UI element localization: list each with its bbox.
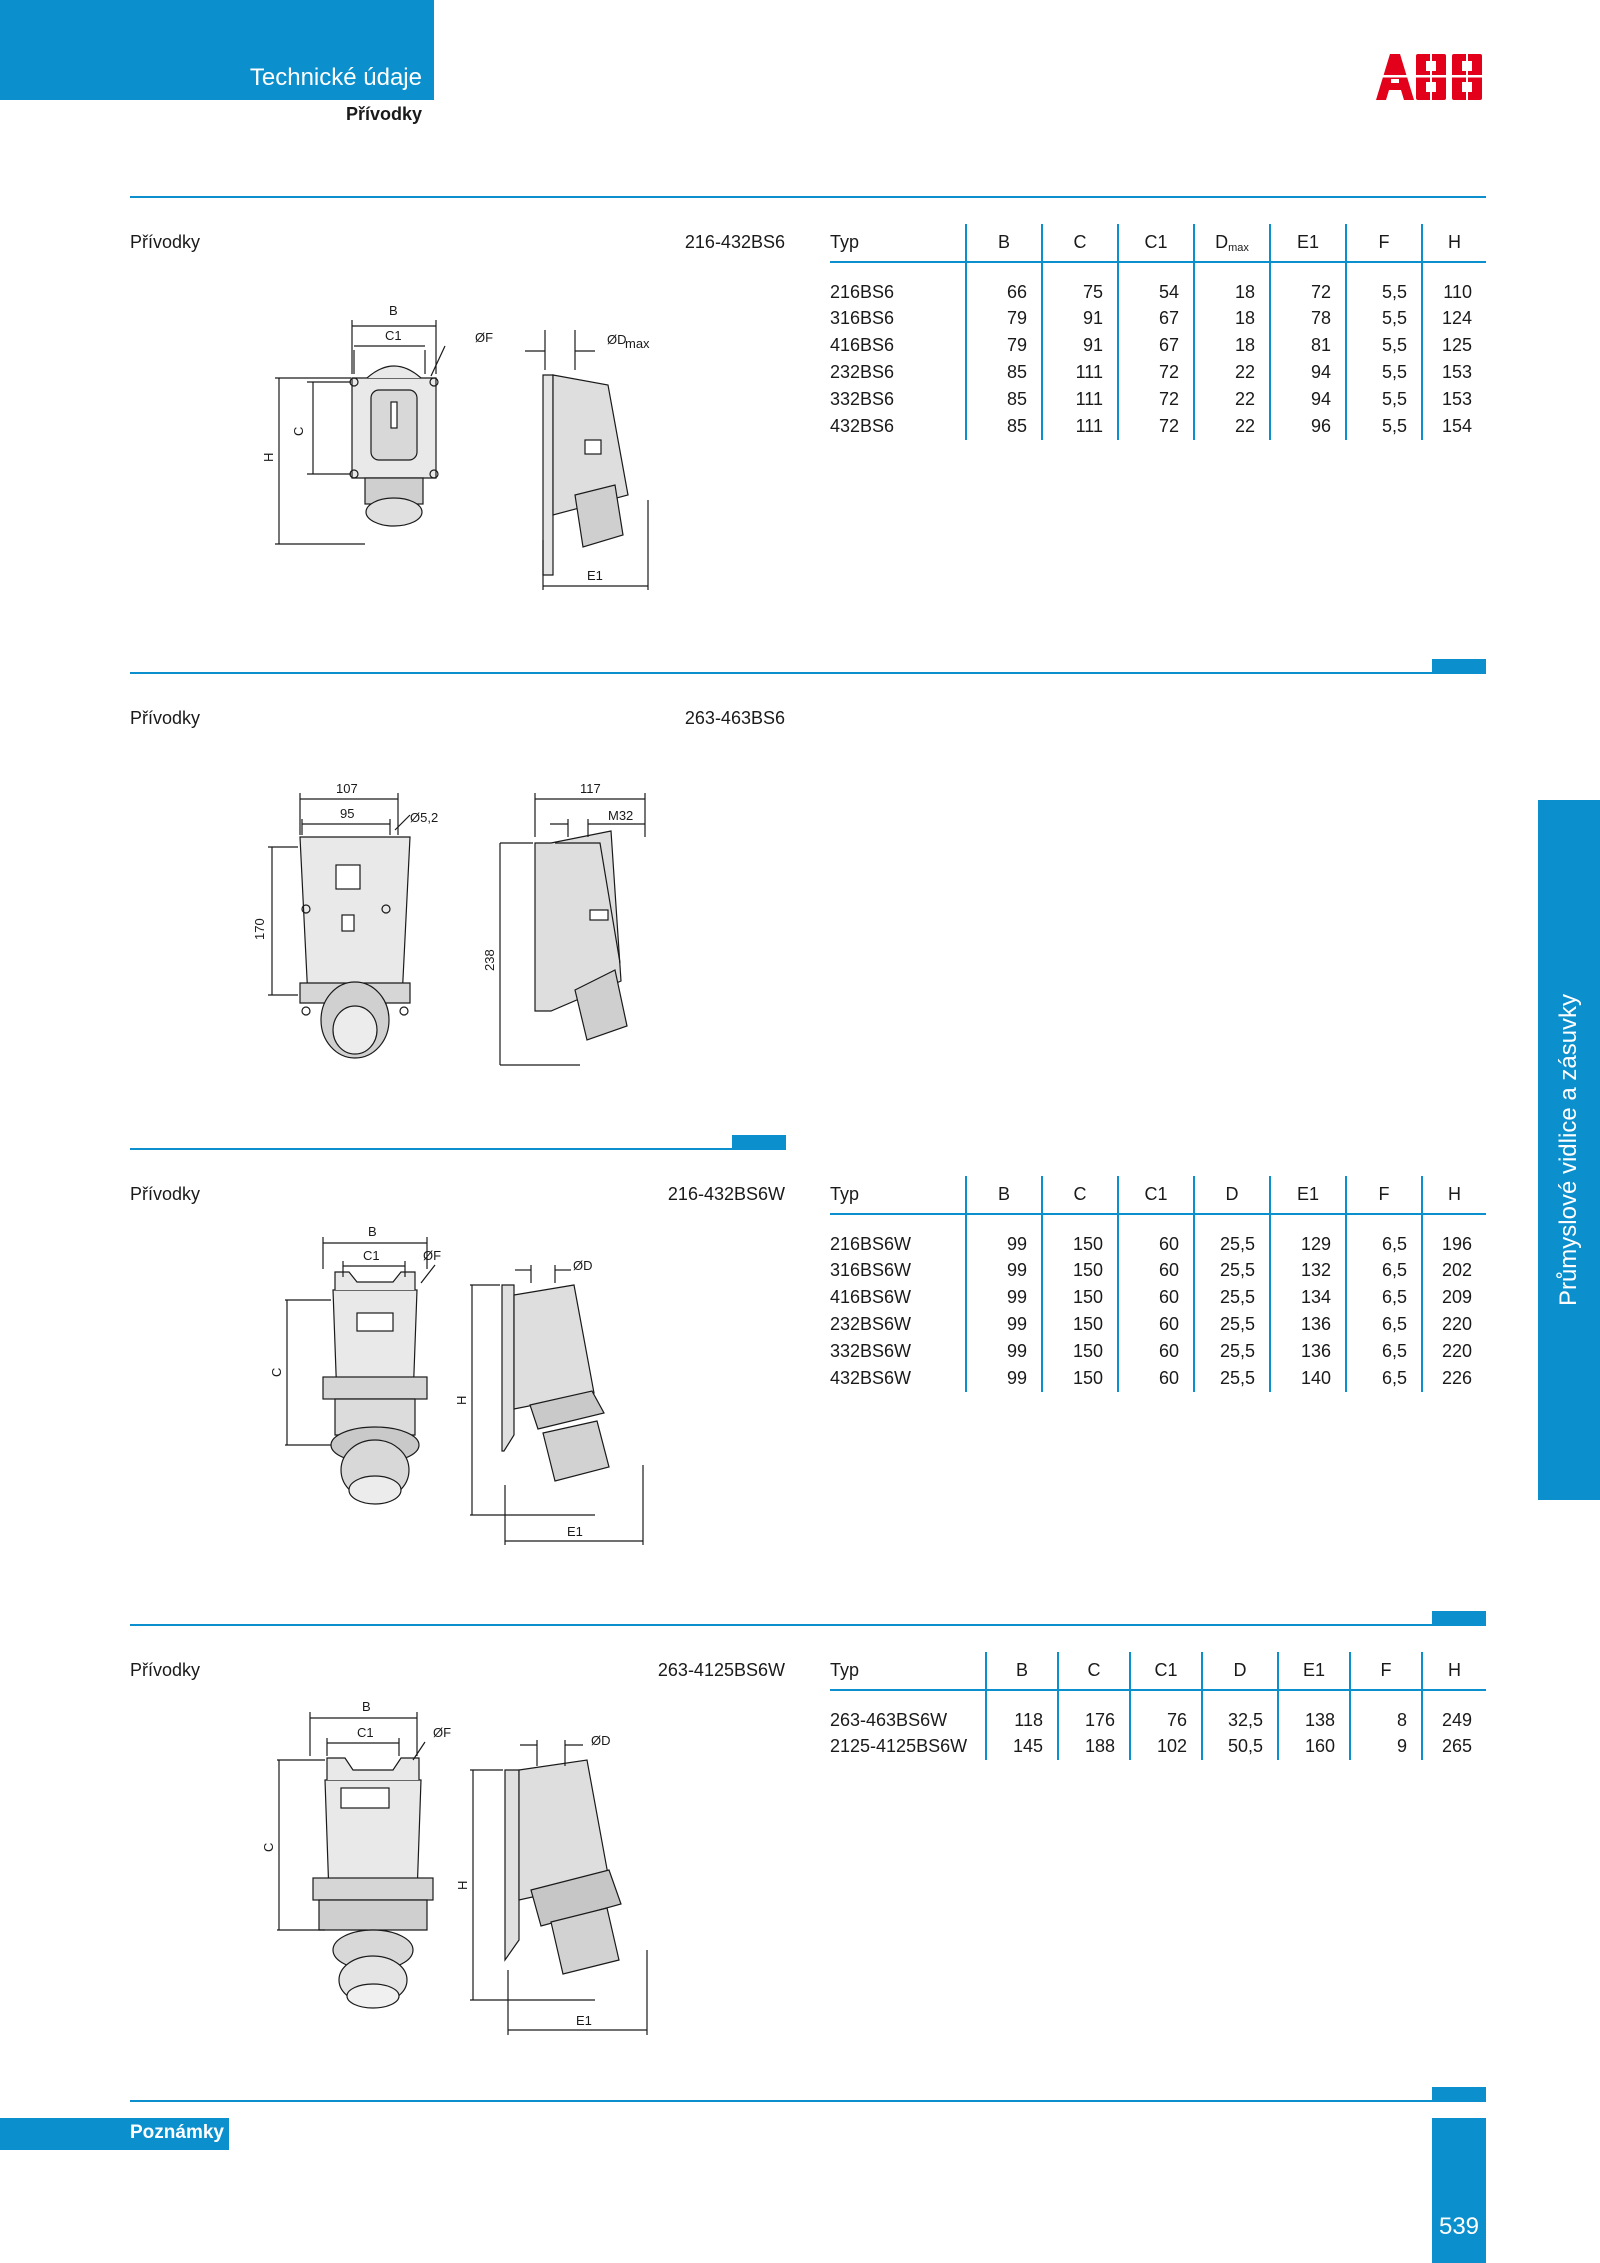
svg-text:C: C: [261, 1842, 276, 1852]
type-cell: 232BS6W: [830, 1314, 912, 1334]
value-cell: 154: [1422, 413, 1486, 440]
value-cell: 25,5: [1194, 1338, 1270, 1365]
value-cell: 18: [1194, 332, 1270, 359]
section-code: 216-432BS6W: [667, 1184, 785, 1204]
side-category-label: Průmyslové vidlice a zásuvky: [1555, 993, 1582, 1307]
value-cell: 60: [1118, 1338, 1194, 1365]
side-category-tab: [1538, 800, 1600, 1500]
value-cell: 25,5: [1194, 1257, 1270, 1284]
value-cell: 79: [966, 305, 1042, 332]
value-cell: 220: [1422, 1311, 1486, 1338]
value-cell: 99: [966, 1365, 1042, 1392]
value-cell: 9: [1350, 1733, 1422, 1760]
value-cell: 145: [986, 1733, 1058, 1760]
value-cell: 188: [1058, 1733, 1130, 1760]
header-tab: [0, 0, 434, 100]
value-cell: 76: [1130, 1690, 1202, 1733]
value-cell: 6,5: [1346, 1214, 1422, 1257]
type-cell: 263-463BS6W: [830, 1709, 948, 1730]
spec-table-216-432BS6: [830, 224, 1486, 440]
svg-text:H: H: [261, 452, 276, 462]
value-cell: 96: [1270, 413, 1346, 440]
section-marker: [1432, 1611, 1486, 1625]
table-row: [830, 386, 1486, 413]
section-marker: [1432, 659, 1486, 673]
page-number-box: [1432, 2118, 1486, 2263]
table-row: [830, 1365, 1486, 1392]
value-cell: 6,5: [1346, 1284, 1422, 1311]
section-label: Přívodky: [130, 1184, 201, 1204]
value-cell: 60: [1118, 1214, 1194, 1257]
value-cell: 5,5: [1346, 262, 1422, 305]
section-label: Přívodky: [130, 1660, 201, 1680]
drawing-216-432BS6: [255, 290, 665, 600]
type-cell: 316BS6: [830, 308, 895, 328]
table-row: [830, 332, 1486, 359]
svg-text:B: B: [368, 1224, 377, 1239]
value-cell: 72: [1270, 262, 1346, 305]
svg-text:C1: C1: [357, 1725, 374, 1740]
value-cell: 54: [1118, 262, 1194, 305]
value-cell: 99: [966, 1214, 1042, 1257]
value-cell: 6,5: [1346, 1365, 1422, 1392]
value-cell: 67: [1118, 332, 1194, 359]
table-row: [830, 305, 1486, 332]
svg-text:ØF: ØF: [475, 330, 494, 345]
type-cell: 216BS6: [830, 281, 895, 302]
svg-text:M32: M32: [608, 808, 634, 823]
svg-text:ØF: ØF: [423, 1248, 442, 1263]
type-cell: 416BS6: [830, 335, 895, 355]
value-cell: 60: [1118, 1365, 1194, 1392]
section-marker: [732, 1135, 786, 1149]
value-cell: 18: [1194, 305, 1270, 332]
table-row: [830, 1690, 1486, 1733]
section-code: 263-463BS6: [684, 708, 785, 728]
type-cell: 432BS6: [830, 416, 895, 436]
value-cell: 150: [1042, 1257, 1118, 1284]
table-row: [830, 1311, 1486, 1338]
svg-text:C1: C1: [363, 1248, 380, 1263]
page-number: 539: [1438, 2213, 1480, 2240]
value-cell: 160: [1278, 1733, 1350, 1760]
type-cell: 216BS6W: [830, 1233, 912, 1254]
table-header-row: Typ B C C1 D E1 F H: [830, 1176, 1486, 1214]
table-row: [830, 1338, 1486, 1365]
value-cell: 60: [1118, 1257, 1194, 1284]
value-cell: 81: [1270, 332, 1346, 359]
value-cell: 99: [966, 1284, 1042, 1311]
section-rule: [130, 196, 1486, 198]
drawing-263-4125BS6W: [261, 1699, 665, 2040]
value-cell: 25,5: [1194, 1214, 1270, 1257]
value-cell: 85: [966, 413, 1042, 440]
value-cell: 102: [1130, 1733, 1202, 1760]
type-cell: 332BS6W: [830, 1341, 912, 1361]
value-cell: 79: [966, 332, 1042, 359]
section-marker: [1432, 2087, 1486, 2101]
value-cell: 6,5: [1346, 1257, 1422, 1284]
value-cell: 129: [1270, 1214, 1346, 1257]
value-cell: 136: [1270, 1311, 1346, 1338]
spec-table-216-432BS6W: [830, 1176, 1486, 1392]
value-cell: 32,5: [1202, 1690, 1278, 1733]
section-label: Přívodky: [130, 708, 201, 728]
value-cell: 60: [1118, 1311, 1194, 1338]
value-cell: 5,5: [1346, 305, 1422, 332]
svg-text:117: 117: [580, 781, 601, 796]
svg-text:ØD: ØD: [607, 332, 627, 347]
svg-text:H: H: [455, 1880, 470, 1890]
value-cell: 6,5: [1346, 1311, 1422, 1338]
section-code: 216-432BS6: [684, 232, 785, 252]
svg-text:max: max: [625, 336, 650, 351]
header-subtitle: Přívodky: [345, 104, 422, 124]
table-row: [830, 1214, 1486, 1257]
type-cell: 232BS6: [830, 362, 895, 382]
value-cell: 124: [1422, 305, 1486, 332]
svg-text:Ø5,2: Ø5,2: [410, 810, 439, 825]
table-header-row: Typ B C C1 $D_{max}$ E1 F H: [830, 224, 1486, 262]
value-cell: 91: [1042, 332, 1118, 359]
type-cell: 2125-4125BS6W: [830, 1736, 968, 1756]
value-cell: 75: [1042, 262, 1118, 305]
svg-text:107: 107: [336, 781, 358, 796]
value-cell: 150: [1042, 1284, 1118, 1311]
svg-text:C1: C1: [385, 328, 402, 343]
value-cell: 265: [1422, 1733, 1486, 1760]
bottom-rule: [130, 2100, 1486, 2102]
value-cell: 125: [1422, 332, 1486, 359]
value-cell: 67: [1118, 305, 1194, 332]
value-cell: 111: [1042, 413, 1118, 440]
value-cell: 78: [1270, 305, 1346, 332]
spec-table-263-4125BS6W: [830, 1652, 1486, 1760]
value-cell: 110: [1422, 262, 1486, 305]
value-cell: 25,5: [1194, 1311, 1270, 1338]
svg-text:ØD: ØD: [591, 1733, 611, 1748]
section-label: Přívodky: [130, 232, 201, 252]
value-cell: 150: [1042, 1311, 1118, 1338]
value-cell: 99: [966, 1257, 1042, 1284]
value-cell: 94: [1270, 386, 1346, 413]
svg-text:B: B: [362, 1699, 371, 1714]
type-cell: 416BS6W: [830, 1287, 912, 1307]
value-cell: 150: [1042, 1214, 1118, 1257]
value-cell: 5,5: [1346, 386, 1422, 413]
value-cell: 138: [1278, 1690, 1350, 1733]
value-cell: 111: [1042, 386, 1118, 413]
value-cell: 153: [1422, 359, 1486, 386]
value-cell: 72: [1118, 413, 1194, 440]
abb-logo: [1376, 54, 1486, 100]
value-cell: 5,5: [1346, 332, 1422, 359]
value-cell: 176: [1058, 1690, 1130, 1733]
table-row: [830, 1284, 1486, 1311]
table-row: [830, 262, 1486, 305]
svg-text:C: C: [291, 426, 306, 436]
value-cell: 6,5: [1346, 1338, 1422, 1365]
svg-text:238: 238: [482, 949, 497, 971]
svg-text:B: B: [389, 303, 398, 318]
value-cell: 140: [1270, 1365, 1346, 1392]
section-rule: [130, 1624, 1486, 1626]
notes-label: Poznámky: [0, 2118, 229, 2150]
svg-text:E1: E1: [567, 1524, 583, 1539]
section-rule: [130, 672, 1486, 674]
svg-text:ØF: ØF: [433, 1725, 452, 1740]
value-cell: 249: [1422, 1690, 1486, 1733]
value-cell: 72: [1118, 386, 1194, 413]
value-cell: 226: [1422, 1365, 1486, 1392]
svg-text:ØD: ØD: [573, 1258, 593, 1273]
value-cell: 91: [1042, 305, 1118, 332]
value-cell: 99: [966, 1311, 1042, 1338]
value-cell: 94: [1270, 359, 1346, 386]
svg-text:170: 170: [252, 918, 267, 940]
type-cell: 432BS6W: [830, 1368, 912, 1388]
value-cell: 5,5: [1346, 359, 1422, 386]
value-cell: 202: [1422, 1257, 1486, 1284]
svg-text:95: 95: [340, 806, 355, 821]
value-cell: 196: [1422, 1214, 1486, 1257]
table-row: [830, 413, 1486, 440]
value-cell: 66: [966, 262, 1042, 305]
value-cell: 8: [1350, 1690, 1422, 1733]
value-cell: 136: [1270, 1338, 1346, 1365]
type-cell: 316BS6W: [830, 1260, 912, 1280]
value-cell: 72: [1118, 359, 1194, 386]
value-cell: 118: [986, 1690, 1058, 1733]
value-cell: 99: [966, 1338, 1042, 1365]
svg-text:H: H: [454, 1395, 469, 1405]
value-cell: 111: [1042, 359, 1118, 386]
table-row: [830, 1257, 1486, 1284]
value-cell: 132: [1270, 1257, 1346, 1284]
value-cell: 25,5: [1194, 1284, 1270, 1311]
value-cell: 85: [966, 359, 1042, 386]
drawing-216-432BS6W: [265, 1225, 665, 1555]
svg-text:E1: E1: [587, 568, 603, 583]
value-cell: 22: [1194, 359, 1270, 386]
value-cell: 153: [1422, 386, 1486, 413]
header-title: Technické údaje: [249, 64, 422, 91]
drawing-263-463BS6: [250, 775, 670, 1075]
value-cell: 60: [1118, 1284, 1194, 1311]
value-cell: 18: [1194, 262, 1270, 305]
table-row: [830, 359, 1486, 386]
value-cell: 25,5: [1194, 1365, 1270, 1392]
svg-text:C: C: [269, 1367, 284, 1377]
value-cell: 209: [1422, 1284, 1486, 1311]
value-cell: 134: [1270, 1284, 1346, 1311]
section-rule: [130, 1148, 786, 1150]
svg-text:E1: E1: [576, 2013, 592, 2028]
table-header-row: Typ B C C1 D E1 F H: [830, 1652, 1486, 1690]
value-cell: 150: [1042, 1338, 1118, 1365]
section-code: 263-4125BS6W: [657, 1660, 785, 1680]
value-cell: 150: [1042, 1365, 1118, 1392]
table-row: [830, 1733, 1486, 1760]
value-cell: 22: [1194, 413, 1270, 440]
value-cell: 50,5: [1202, 1733, 1278, 1760]
value-cell: 220: [1422, 1338, 1486, 1365]
value-cell: 85: [966, 386, 1042, 413]
value-cell: 22: [1194, 386, 1270, 413]
value-cell: 5,5: [1346, 413, 1422, 440]
type-cell: 332BS6: [830, 389, 895, 409]
